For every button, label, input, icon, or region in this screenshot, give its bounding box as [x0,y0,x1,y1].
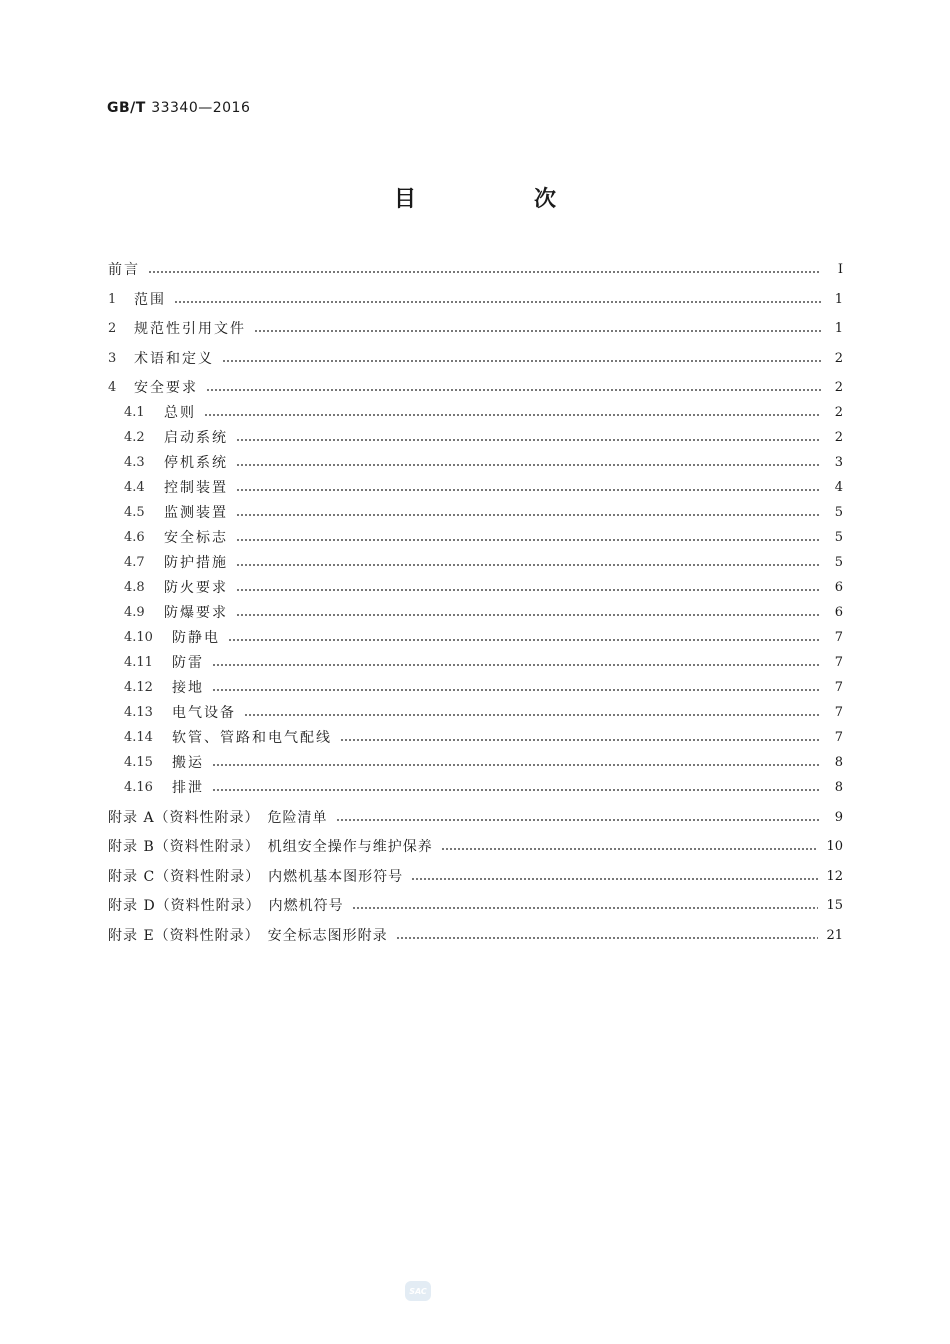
toc-entry-page: 7 [834,679,843,695]
toc-entry-label: 附录 A（资料性附录） 危险清单 [108,810,328,826]
toc-entry[interactable] [124,526,843,548]
toc-entry[interactable] [108,894,843,916]
toc-entry-label: 接地 [172,680,204,696]
dot-leader [244,714,821,716]
dot-leader [340,739,821,741]
sac-watermark-logo [405,1281,431,1301]
toc-entry-number: 4.2 [124,429,145,445]
toc-entry[interactable] [108,865,843,887]
dot-leader [222,360,821,362]
dot-leader [204,414,821,416]
toc-entry-page: 5 [834,554,843,570]
dot-leader [236,464,821,466]
toc-entry-page: 9 [834,809,843,825]
dot-leader [212,764,821,766]
dot-leader [352,907,819,909]
toc-entry-number: 4.1 [124,404,145,420]
toc-entry-page: 10 [826,838,843,854]
standard-number: 33340—2016 [151,100,251,116]
dot-leader [236,589,821,591]
toc-entry-number: 1 [108,291,117,307]
toc-entry[interactable] [124,776,843,798]
standard-code [107,100,250,116]
dot-leader [441,848,819,850]
toc-entry-number: 4.6 [124,529,145,545]
toc-entry-page: 5 [834,504,843,520]
toc-entry[interactable] [124,626,843,648]
toc-entry-number: 4.14 [124,729,153,745]
dot-leader [236,489,821,491]
toc-entry-label: 软管、管路和电气配线 [172,730,332,746]
toc-entry[interactable] [124,751,843,773]
toc-entry-label: 停机系统 [164,455,228,471]
toc-entry-page: 15 [826,897,843,913]
toc-entry-page: 1 [834,320,843,336]
toc-entry[interactable] [124,651,843,673]
dot-leader [254,330,821,332]
toc-entry-number: 4.8 [124,579,145,595]
toc-entry[interactable] [124,701,843,723]
dot-leader [236,614,821,616]
toc-entry-page: 12 [826,868,843,884]
toc-entry[interactable] [124,451,843,473]
toc-entry[interactable] [124,576,843,598]
toc-entry-page: 7 [834,704,843,720]
toc-entry-label: 防护措施 [164,555,228,571]
toc-entry-label: 安全要求 [134,380,198,396]
toc-entry-number: 4.7 [124,554,145,570]
toc-entry-page: 1 [834,291,843,307]
watermark-text: SAC [409,1286,427,1296]
toc-entry-page: 2 [834,404,843,420]
toc-entry-number: 4.15 [124,754,153,770]
toc-entry-label: 防静电 [172,630,220,646]
toc-entry-page: 2 [834,379,843,395]
toc-entry-number: 3 [108,350,117,366]
toc-entry-label: 排泄 [172,780,204,796]
toc-entry-number: 4.9 [124,604,145,620]
dot-leader [236,539,821,541]
toc-entry-page: 2 [834,429,843,445]
toc-entry-label: 范围 [134,292,166,308]
toc-entry-label: 安全标志 [164,530,228,546]
toc-entry-number: 4.13 [124,704,153,720]
toc-entry-label: 附录 E（资料性附录） 安全标志图形附录 [108,928,388,944]
dot-leader [236,439,821,441]
dot-leader [396,937,819,939]
toc-entry-page: 7 [834,729,843,745]
dot-leader [336,819,821,821]
toc-entry[interactable] [108,835,843,857]
toc-entry[interactable] [124,476,843,498]
toc-entry-page: 3 [834,454,843,470]
toc-entry[interactable] [124,426,843,448]
toc-entry-label: 启动系统 [164,430,228,446]
toc-entry-label: 防爆要求 [164,605,228,621]
toc-entry[interactable] [124,551,843,573]
toc-entry-number: 4.5 [124,504,145,520]
toc-entry[interactable] [124,676,843,698]
toc-entry-number: 4.16 [124,779,153,795]
toc-entry-number: 4.12 [124,679,153,695]
toc-entry-page: 7 [834,629,843,645]
toc-entry-label: 术语和定义 [134,351,214,367]
toc-entry-label: 搬运 [172,755,204,771]
toc-entry-number: 4.3 [124,454,145,470]
toc-entry[interactable] [124,601,843,623]
toc-entry-page: 21 [826,927,843,943]
dot-leader [148,271,821,273]
dot-leader [212,689,821,691]
toc-entry-page: 7 [834,654,843,670]
toc-entry[interactable] [108,288,843,310]
toc-entry[interactable] [124,726,843,748]
dot-leader [411,878,818,880]
dot-leader [174,301,821,303]
toc-entry-number: 4.4 [124,479,145,495]
toc-entry[interactable] [124,501,843,523]
toc-entry[interactable] [108,924,843,946]
toc-entry-page: 8 [834,779,843,795]
toc-entry-number: 4.11 [124,654,153,670]
dot-leader [236,514,821,516]
toc-entry-page: 6 [834,579,843,595]
toc-entry[interactable] [108,376,843,398]
toc-entry-page: 2 [834,350,843,366]
toc-entry-page: 6 [834,604,843,620]
toc-entry-label: 附录 D（资料性附录） 内燃机符号 [108,898,344,914]
toc-entry-number: 2 [108,320,117,336]
toc-entry-label: 电气设备 [172,705,236,721]
toc-entry[interactable] [108,317,843,339]
toc-entry-label: 规范性引用文件 [134,321,246,337]
toc-entry-label: 控制装置 [164,480,228,496]
dot-leader [206,389,821,391]
toc-entry-label: 防雷 [172,655,204,671]
toc-entry-page: 5 [834,529,843,545]
toc-entry-label: 监测装置 [164,505,228,521]
toc-entry-label: 总则 [164,405,196,421]
toc-entry-label: 防火要求 [164,580,228,596]
toc-entry-number: 4.10 [124,629,153,645]
dot-leader [236,564,821,566]
standard-prefix: GB/T [107,100,146,116]
toc-entry-page: 4 [834,479,843,495]
page-title: 目 次 [393,187,604,212]
toc-entry-page: 8 [834,754,843,770]
toc-entry-label: 附录 B（资料性附录） 机组安全操作与维护保养 [108,839,433,855]
toc-entry-page: Ⅰ [837,261,843,277]
toc-entry[interactable] [124,401,843,423]
toc-entry[interactable] [108,806,843,828]
dot-leader [212,789,821,791]
toc-entry-label: 附录 C（资料性附录） 内燃机基本图形符号 [108,869,404,885]
toc-entry-label: 前言 [108,262,140,278]
dot-leader [228,639,821,641]
toc-entry[interactable] [108,347,843,369]
toc-entry-number: 4 [108,379,117,395]
toc-entry[interactable] [108,258,843,280]
dot-leader [212,664,821,666]
